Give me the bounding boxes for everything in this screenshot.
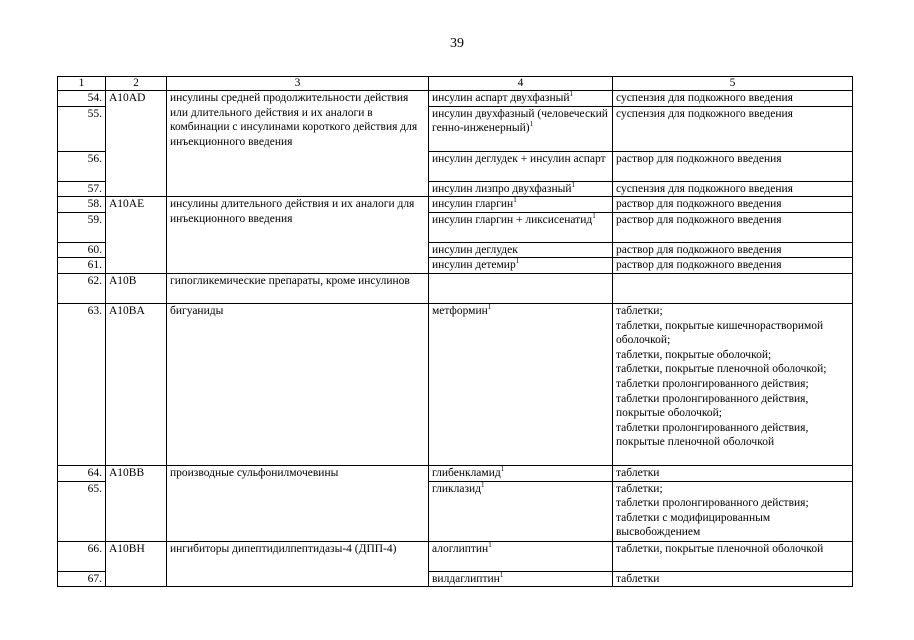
drug-name: вилдаглиптин$^1$ [429,571,613,587]
dosage-form: суспензия для подкожного введения [613,106,853,151]
table-row [58,91,853,107]
header-cell: 1 [58,77,106,91]
drug-name: алоглиптин$^1$ [429,541,613,571]
row-number: 60. [58,242,106,258]
table-row [58,303,853,465]
row-number: 54. [58,91,106,107]
row-number: 61. [58,258,106,274]
group-description: бигуаниды [167,303,429,465]
drug-name: инсулин лизпро двухфазный$^1$ [429,181,613,197]
drug-name: инсулин аспарт двухфазный$^1$ [429,91,613,107]
row-number: 65. [58,481,106,541]
drug-name: инсулин гларгин$^1$ [429,197,613,213]
dosage-form: таблетки [613,571,853,587]
row-number: 64. [58,465,106,481]
atc-code: A10BA [106,303,167,465]
group-description: инсулины средней продолжительности действия или длительного действия и их аналоги в комбинации с инсулинами короткого действия для инъекционного введения [167,91,429,197]
footnote-mark: 1 [515,257,520,266]
dosage-form [613,273,853,303]
footnote-mark: 1 [499,571,504,579]
row-number: 66. [58,541,106,571]
drug-name: инсулин двухфазный (человеческий генно-инженерный)$^1$ [429,106,613,151]
group-description: ингибиторы дипептидилпептидазы-4 (ДПП-4) [167,541,429,587]
dosage-form: суспензия для подкожного введения [613,181,853,197]
drug-name: метформин$^1$ [429,303,613,465]
footnote-mark: 1 [592,212,596,220]
footnote-mark: 1 [500,465,505,474]
row-number: 67. [58,571,106,587]
table-row [58,197,853,213]
dosage-form: раствор для подкожного введения [613,242,853,258]
atc-code: A10BH [106,541,167,587]
group-description: гипогликемические препараты, кроме инсулинов [167,273,429,303]
dosage-form: таблетки; таблетки пролонгированного действия; таблетки с модифицированным высвобождением [613,481,853,541]
drug-name: гликлазид$^1$ [429,481,613,541]
header-cell: 5 [613,77,853,91]
drug-name [429,273,613,303]
atc-code: A10AE [106,197,167,274]
table-row [58,273,853,303]
table-row [58,541,853,571]
dosage-form: раствор для подкожного введения [613,258,853,274]
group-description: производные сульфонилмочевины [167,465,429,541]
row-number: 55. [58,106,106,151]
drug-name: глибенкламид$^1$ [429,465,613,481]
footnote-mark: 1 [529,120,534,129]
page-number: 39 [450,36,464,51]
dosage-form: раствор для подкожного введения [613,212,853,242]
row-number: 56. [58,151,106,181]
header-row [58,77,853,91]
header-cell: 2 [106,77,167,91]
row-number: 59. [58,212,106,242]
atc-code: A10B [106,273,167,303]
footnote-mark: 1 [481,481,485,489]
footnote-mark: 1 [488,541,492,549]
drug-table [57,76,853,587]
footnote-mark: 1 [487,303,492,312]
atc-code: A10BB [106,465,167,541]
drug-name: инсулин деглудек [429,242,613,258]
row-number: 62. [58,273,106,303]
dosage-form: таблетки [613,465,853,481]
row-number: 63. [58,303,106,465]
drug-name: инсулин гларгин + ликсисенатид$^1$ [429,212,613,242]
footnote-mark: 1 [513,196,517,205]
row-number: 57. [58,181,106,197]
drug-name: инсулин деглудек + инсулин аспарт [429,151,613,181]
footnote-mark: 1 [569,90,573,99]
group-description: инсулины длительного действия и их аналоги для инъекционного введения [167,197,429,274]
row-number: 58. [58,197,106,213]
dosage-form: таблетки; таблетки, покрытые кишечнорастворимой оболочкой; таблетки, покрытые оболочкой; таблетки, покрытые пленочной оболочкой; таблетки пролонгированного действия; таблетки пролонгированного действия, покрытые оболочкой; таблетки пролонгированного действия, покрытые пленочной оболочкой [613,303,853,465]
header-cell: 4 [429,77,613,91]
header-cell: 3 [167,77,429,91]
footnote-mark: 1 [571,181,575,189]
dosage-form: раствор для подкожного введения [613,197,853,213]
dosage-form: суспензия для подкожного введения [613,91,853,107]
dosage-form: таблетки, покрытые пленочной оболочкой [613,541,853,571]
dosage-form: раствор для подкожного введения [613,151,853,181]
table-row [58,465,853,481]
atc-code: A10AD [106,91,167,197]
drug-name: инсулин детемир$^1$ [429,258,613,274]
